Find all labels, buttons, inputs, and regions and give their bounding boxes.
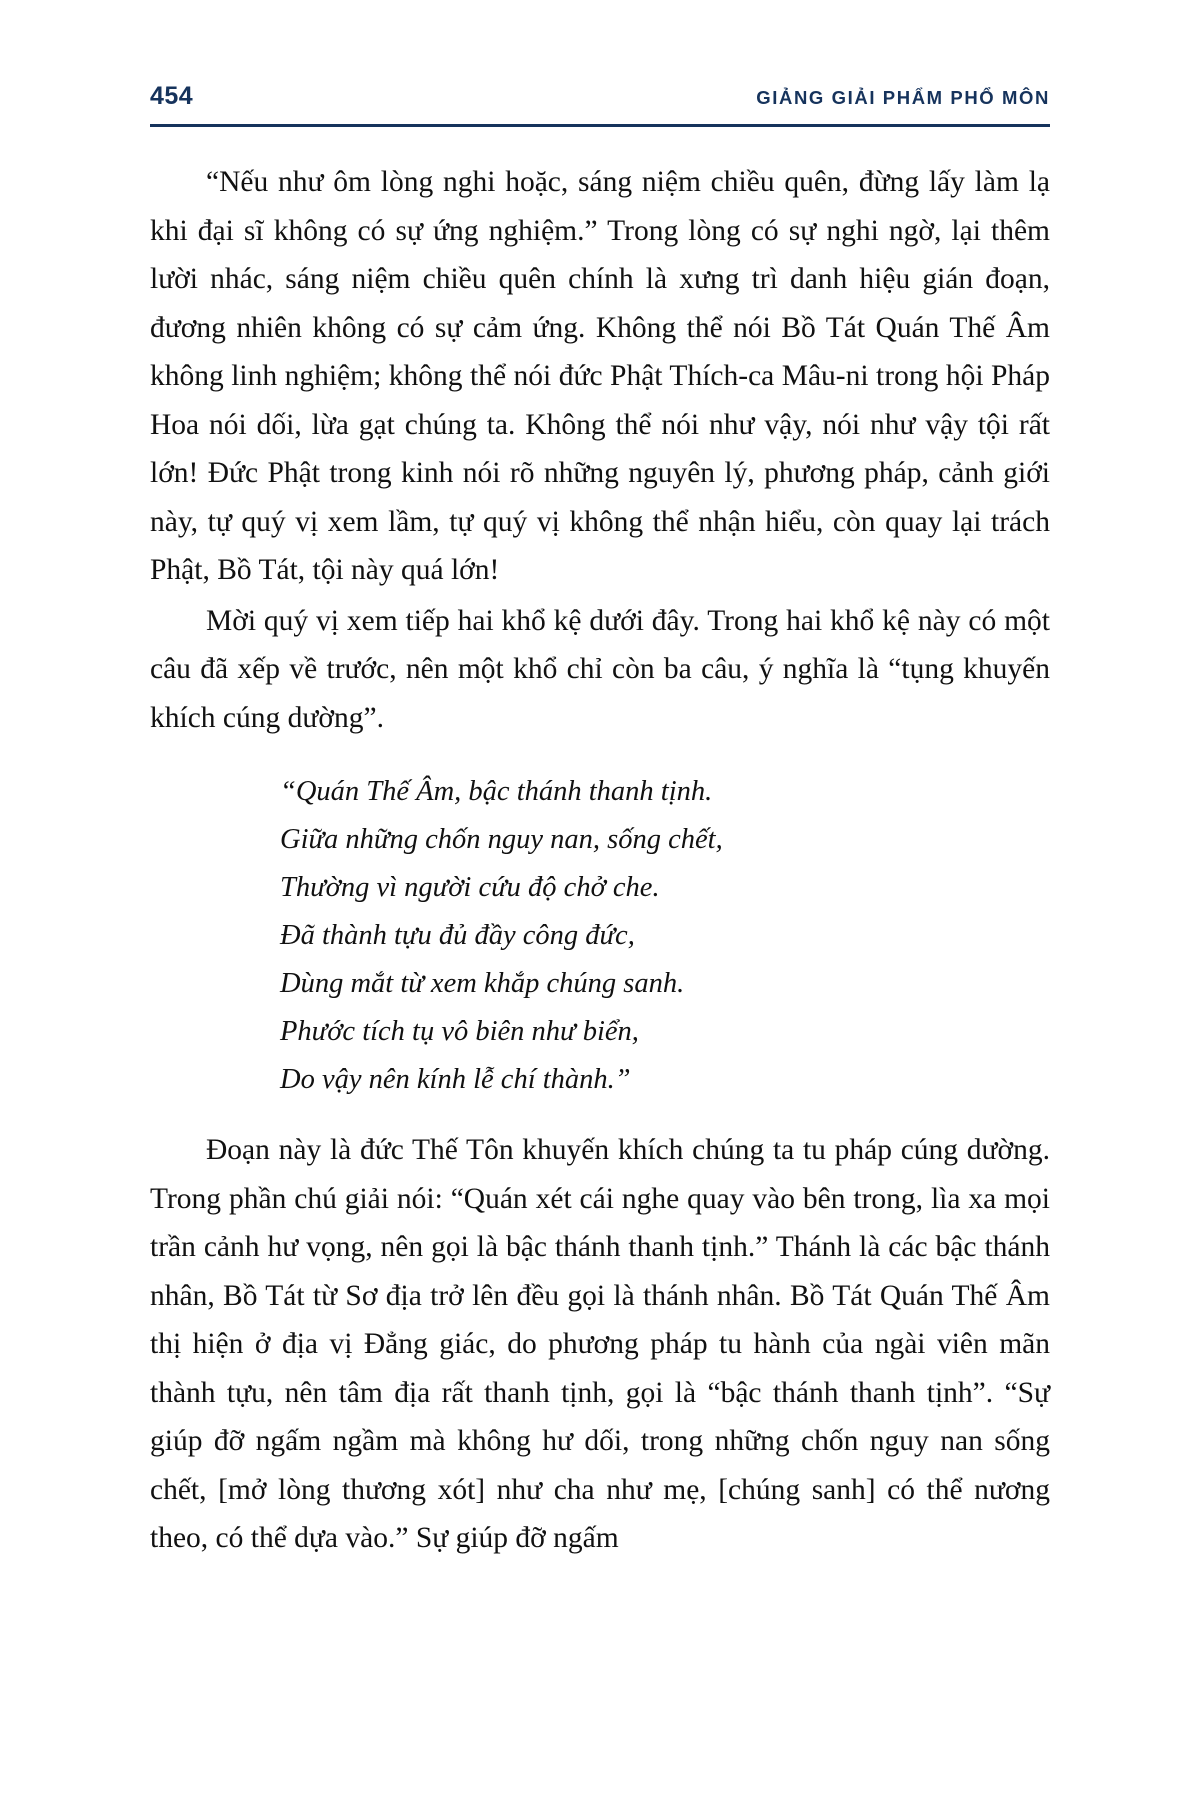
verse-line: Đã thành tựu đủ đầy công đức, [280,920,635,951]
page-content [150,158,1050,1565]
running-header [150,82,1050,111]
paragraph-3: Đoạn này là đức Thế Tôn khuyến khích chúng ta tu pháp cúng dường. Trong phần chú giải nói: “Quán xét cái nghe quay vào bên trong, lìa xa mọi trần cảnh hư vọng, nên gọi là bậc thánh thanh tịnh.” Thánh là các bậc thánh nhân, Bồ Tát từ Sơ địa trở lên đều gọi là thánh nhân. Bồ Tát Quán Thế Âm thị hiện ở địa vị Đẳng giác, do phương pháp tu hành của ngài viên mãn thành tựu, nên tâm địa rất thanh tịnh, gọi là “bậc thánh thanh tịnh”. “Sự giúp đỡ ngấm ngầm mà không hư dối, trong những chốn nguy nan sống chết, [mở lòng thương xót] như cha như mẹ, [chúng sanh] có thể nương theo, có thể dựa vào.” Sự giúp đỡ ngấm [150,1134,1050,1554]
verse-line: Phước tích tụ vô biên như biển, [280,1016,639,1047]
paragraph-2: Mời quý vị xem tiếp hai khổ kệ dưới đây. Trong hai khổ kệ này có một câu đã xếp về trước, nên một khổ chỉ còn ba câu, ý nghĩa là “tụng khuyến khích cúng dường”. [150,604,1050,734]
verse-line: Giữa những chốn nguy nan, sống chết, [280,824,723,855]
verse-line: Thường vì người cứu độ chở che. [280,872,660,903]
page-number: 454 [150,82,194,110]
verse-line: Do vậy nên kính lễ chí thành.” [280,1064,631,1095]
paragraph-1: “Nếu như ôm lòng nghi hoặc, sáng niệm chiều quên, đừng lấy làm lạ khi đại sĩ không có sự ứng nghiệm.” Trong lòng có sự nghi ngờ, lại thêm lười nhác, sáng niệm chiều quên chính là xưng trì danh hiệu gián đoạn, đương nhiên không có sự cảm ứng. Không thể nói Bồ Tát Quán Thế Âm không linh nghiệm; không thể nói đức Phật Thích-ca Mâu-ni trong hội Pháp Hoa nói dối, lừa gạt chúng ta. Không thể nói như vậy, nói như vậy tội rất lớn! Đức Phật trong kinh nói rõ những nguyên lý, phương pháp, cảnh giới này, tự quý vị xem lầm, tự quý vị không thể nhận hiểu, còn quay lại trách Phật, Bồ Tát, tội này quá lớn! [150,166,1050,586]
running-head-title: GIẢNG GIẢI PHẨM PHỔ MÔN [756,87,1050,108]
verse-line: Dùng mắt từ xem khắp chúng sanh. [280,968,685,999]
verse-block [150,768,1050,1104]
verse-line: “Quán Thế Âm, bậc thánh thanh tịnh. [280,776,713,807]
header-divider [150,124,1050,127]
